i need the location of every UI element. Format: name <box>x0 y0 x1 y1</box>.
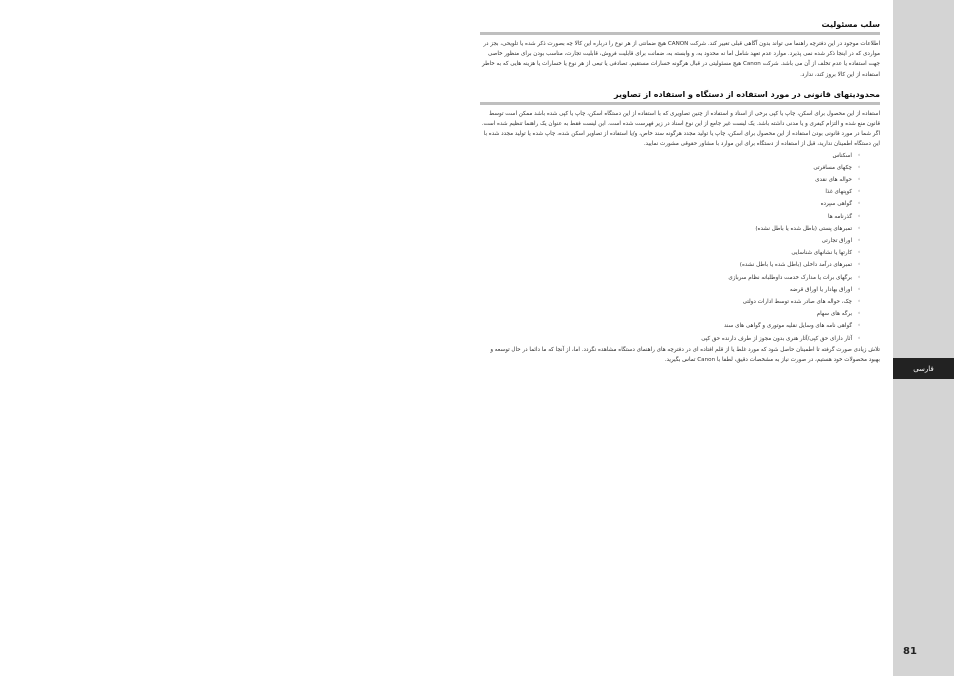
list-item-text: آثار دارای حق کپی/آثار هنری بدون مجوز از طرف دارنده حق کپی <box>701 335 852 342</box>
bullet-icon: ◦ <box>857 273 861 281</box>
list-item-text: چک، حواله های صادر شده توسط ادارات دولتی <box>742 299 852 306</box>
legal-limitations-paragraph: استفاده از این محصول برای اسکن، چاپ یا کپی برخی از اسناد و استفاده از چنین تصاویری که با استفاده از این دستگاه اسکن، چاپ یا کپی شده باشد ممکن است توسط قانون منع شده و التزام کیفری و یا مدنی داشته باشد. یک لیست غیر جامع از این نوع اسناد در زیر فهرست شده است. این لیست فقط به عنوان یک راهنما تنظیم شده است. اگر شما در مورد قانونی بودن استفاده از این محصول برای اسکن، چاپ یا تولید مجدد هرگونه سند خاص، و/یا استفاده از تصاویر اسکن شده، چاپ شده یا تولید مجدد شده با این دستگاه اطمینان ندارید، قبل از استفاده از دستگاه برای این موارد با مشاور حقوقی مشورت نمایید. <box>481 110 880 148</box>
list-item-text: برگه های سهام <box>816 311 852 318</box>
bullet-icon: ◦ <box>857 334 861 342</box>
bullet-icon: ◦ <box>857 200 861 208</box>
list-item <box>480 174 861 186</box>
disclaimer-paragraph: اطلاعات موجود در این دفترچه راهنما می تواند بدون آگاهی قبلی تغییر کند. شرکت CANON هیچ ضمانتی از هر نوع را درباره این کالا چه بصورت ذکر شده یا تلویحی، بجز در مواردی که در اینجا ذکر شده نمی پذیرد. موارد عدم تعهد شامل اما نه محدود به، و وابسته به، ضمانت برای قابلیت فروش، قابلیت تجارت، مناسب بودن برای منظور خاصی جهت استفاده یا عدم تخلف از آن می باشد. شرکت Canon هیچ مسئولیتی در قبال هرگونه خسارات مستقیم، تصادفی یا تبعی از هر نوع یا خسارات یا هزینه هایی که به خاطر استفاده از این کالا بروز کند، ندارد. <box>482 41 880 78</box>
bullet-icon: ◦ <box>857 176 861 184</box>
list-item-text: گواهی سپرده <box>820 201 852 208</box>
page-sidebar <box>893 0 954 676</box>
list-item-text: برگهای برات یا مدارک خدمت داوطلبانه نظام سربازی <box>728 274 852 281</box>
bullet-icon: ◦ <box>857 237 861 245</box>
list-item-text: گذرنامه ها <box>828 213 852 220</box>
list-item-text: گواهی نامه های وسایل نقلیه موتوری و گواهی های سند <box>724 323 852 330</box>
list-item <box>480 162 861 174</box>
list-item <box>480 211 861 223</box>
disclaimer-heading: سلب مسئولیت <box>480 20 880 35</box>
bullet-icon: ◦ <box>857 163 861 171</box>
list-item-text: حواله های نقدی <box>815 177 852 184</box>
list-item <box>480 235 861 247</box>
closing-paragraph: تلاش زیادی صورت گرفته تا اطمینان حاصل شود که مورد غلط یا از قلم افتاده ای در دفترچه های راهنمای دستگاه مشاهده نگردد. اما، از آنجا که ما دائما در حال توسعه و بهبود محصولات خود هستیم، در صورت نیاز به مشخصات دقیق، لطفا با Canon تماس بگیرید. <box>490 346 880 364</box>
list-item-text: اوراق تجارتی <box>821 238 852 245</box>
bullet-icon: ◦ <box>857 261 861 269</box>
list-item-text: کوپنهای غذا <box>825 189 852 196</box>
bullet-icon: ◦ <box>857 224 861 232</box>
bullet-icon: ◦ <box>857 285 861 293</box>
bullet-icon: ◦ <box>857 188 861 196</box>
list-item-text: تمبرهای پستی (باطل شده یا باطل نشده) <box>755 225 852 232</box>
list-item-text: کارتها یا نشانهای شناسایی <box>791 250 852 257</box>
list-item <box>480 223 861 235</box>
list-item-text: چکهای مسافرتی <box>813 164 852 171</box>
list-item-text: اوراق بهادار یا اوراق قرضه <box>789 286 852 293</box>
list-item <box>480 272 861 284</box>
list-item <box>480 296 861 308</box>
legal-limitations-heading: محدودیتهای قانونی در مورد استفاده از دستگاه و استفاده از تصاویر <box>480 90 880 105</box>
list-item <box>480 186 861 198</box>
restricted-documents-list <box>480 150 880 345</box>
bullet-icon: ◦ <box>857 310 861 318</box>
bullet-icon: ◦ <box>857 151 861 159</box>
bullet-icon: ◦ <box>857 298 861 306</box>
bullet-icon: ◦ <box>857 322 861 330</box>
list-item-text: تمبرهای درآمد داخلی (باطل شده یا باطل نشده) <box>739 262 852 269</box>
language-tab[interactable]: فارسی <box>893 358 954 379</box>
list-item <box>480 198 861 210</box>
page-number: 81 <box>903 646 917 657</box>
list-item <box>480 284 861 296</box>
list-item <box>480 247 861 259</box>
list-item <box>480 150 861 162</box>
list-item-text: اسکناس <box>832 152 852 159</box>
legal-limitations-section <box>480 90 880 365</box>
bullet-icon: ◦ <box>857 249 861 257</box>
list-item <box>480 333 861 345</box>
list-item <box>480 259 861 271</box>
list-item <box>480 320 861 332</box>
page-content <box>480 20 880 365</box>
bullet-icon: ◦ <box>857 212 861 220</box>
list-item <box>480 308 861 320</box>
